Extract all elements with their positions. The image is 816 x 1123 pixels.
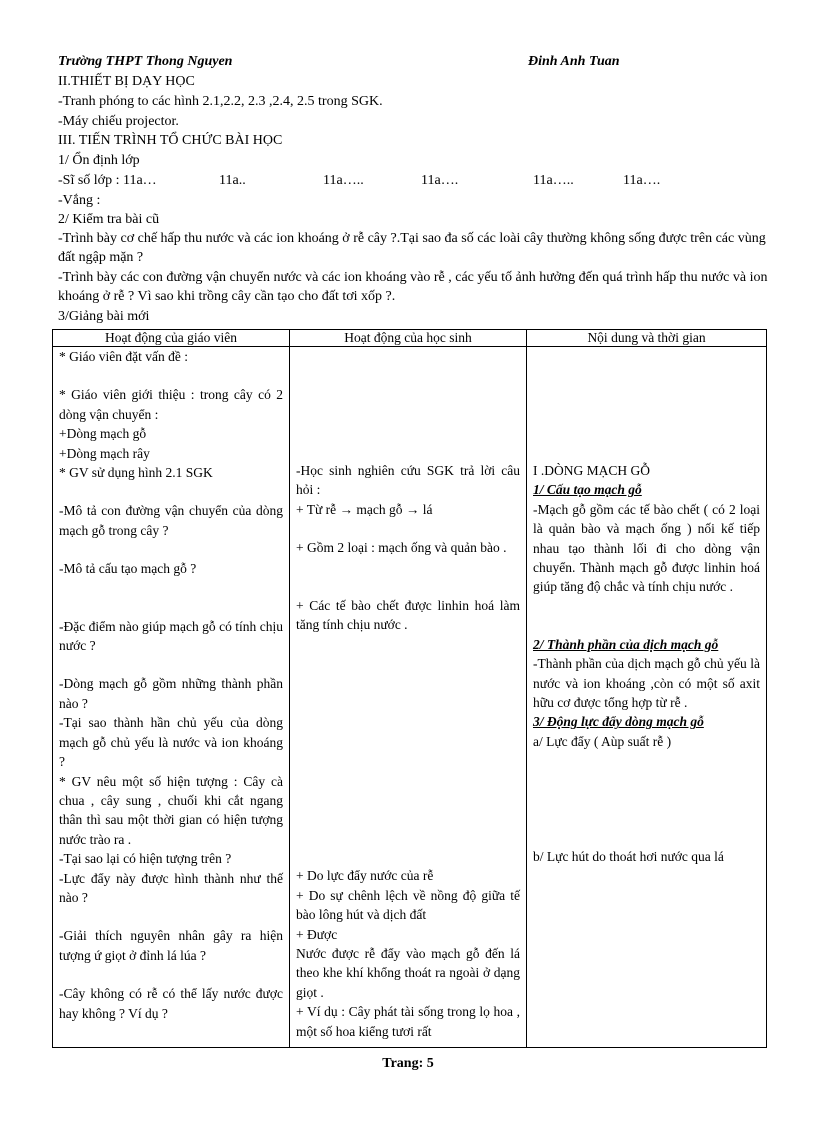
teacher-line: -Cây không có rễ có thể lấy nước được hay không ? Ví dụ ? xyxy=(59,986,283,1021)
teacher-line: -Tại sao lại có hiện tượng trên ? xyxy=(59,851,232,867)
header-teacher: Hoạt động của giáo viên xyxy=(53,330,290,347)
content-section-3a: a/ Lực đẩy ( Aùp suất rễ ) xyxy=(533,733,672,749)
student-line: + Gồm 2 loại : mạch ống và quản bào . xyxy=(296,540,507,556)
teacher-column xyxy=(53,347,290,1048)
header-student: Hoạt động của học sinh xyxy=(290,330,527,347)
review-question-2 xyxy=(58,268,770,306)
student-line: + Ví dụ : Cây phát tài sống trong lọ hoa , một số hoa kiểng tươi rất xyxy=(296,1004,520,1039)
teacher-line: * Giáo viên giới thiệu : trong cây có 2 dòng vận chuyển : xyxy=(59,387,283,422)
content-section-3b: b/ Lực hút do thoát hơi nước qua lá xyxy=(533,849,724,865)
review-question-1-text: -Trình bày cơ chế hấp thu nước và các ion khoáng ở rễ cây ?.Tại sao đa số các loài cây thường không sống được trên các vùng đất ngập mặn ? xyxy=(58,231,766,265)
student-column xyxy=(290,347,527,1048)
student-line: + Do sự chênh lệch về nồng độ giữa tế bào lông hút và dịch đất xyxy=(296,887,520,923)
review-question-2-text: -Trình bày các con đường vận chuyển nước và các ion khoáng vào rễ , các yếu tố ảnh hưởng đến quá trình hấp thu nước và ion khoáng ở rễ ? Vì sao khi trồng cây cần tạo cho đất tơi xốp ?. xyxy=(58,270,768,304)
teacher-line: * GV sử dụng hình 2.1 SGK xyxy=(59,465,213,481)
equipment-item-2: -Máy chiếu projector. xyxy=(58,114,179,129)
teacher-line: +Dòng mạch gỗ xyxy=(59,426,147,442)
page-header xyxy=(58,54,758,72)
teacher-line: -Đặc điểm nào giúp mạch gỗ có tính chịu nước ? xyxy=(59,618,283,654)
table-row xyxy=(53,347,767,1048)
page-number: Trang: 5 xyxy=(382,1056,434,1071)
student-line: + Các tế bào chết được linhin hoá làm tăng tính chịu nước . xyxy=(296,597,520,633)
equipment-item-1: -Tranh phóng to các hình 2.1,2.2, 2.3 ,2.4, 2.5 trong SGK. xyxy=(58,94,383,109)
step-3-title: 3/Giảng bài mới xyxy=(58,309,150,324)
student-line: -Học sinh nghiên cứu SGK trả lời câu hỏi : xyxy=(296,463,520,498)
content-section-1-title: 1/ Cấu tạo mạch gỗ xyxy=(533,482,642,498)
attendance-class-3: 11a….. xyxy=(323,173,364,188)
step-2-title: 2/ Kiểm tra bài cũ xyxy=(58,212,160,227)
step-1-title: 1/ Ổn định lớp xyxy=(58,153,140,168)
teacher-line: -Mô tả con đường vận chuyển của dòng mạch gỗ trong cây ? xyxy=(59,503,283,538)
absent-line: -Vắng : xyxy=(58,193,101,208)
content-section-3-title: 3/ Động lực đẩy dòng mạch gỗ xyxy=(533,714,704,730)
attendance-class-5: 11a….. xyxy=(533,173,574,188)
section-2-title: II.THIẾT BỊ DẠY HỌC xyxy=(58,74,195,89)
attendance-class-4: 11a…. xyxy=(421,173,459,188)
attendance-label: -Sĩ số lớp : 11a… xyxy=(58,173,157,188)
attendance-class-2: 11a.. xyxy=(219,173,246,188)
lesson-table xyxy=(52,329,767,1048)
school-name: Trường THPT Thong Nguyen xyxy=(58,54,233,69)
table-header-row xyxy=(53,330,767,347)
teacher-line: -Dòng mạch gỗ gồm những thành phần nào ? xyxy=(59,676,283,711)
teacher-line: +Dòng mạch rây xyxy=(59,445,150,461)
author-name: Đinh Anh Tuan xyxy=(528,54,620,69)
attendance-row xyxy=(58,171,778,190)
student-line: + Được xyxy=(296,926,338,942)
teacher-line: -Mô tả cấu tạo mạch gỗ ? xyxy=(59,561,197,577)
content-section-1-text: -Mạch gỗ gồm các tế bào chết ( có 2 loại là quản bào và mạch ống ) nối kế tiếp nhau tạo thành lối đi cho dòng vận chuyển. Thành mạch gỗ được linhin hoá giúp tăng độ chắc và tính chịu nước . xyxy=(533,501,760,595)
content-column xyxy=(527,347,767,1048)
teacher-line: * GV nêu một số hiện tượng : Cây cà chua , cây sung , chuối khi cắt ngang thân thì sau một thời gian có hiện tượng nước trào ra . xyxy=(59,773,283,847)
student-line: Nước được rễ đẩy vào mạch gỗ đến lá theo khe khí khổng thoát ra ngoài ở dạng giọt . xyxy=(296,946,520,1000)
student-line: + Do lực đẩy nước của rễ xyxy=(296,868,434,884)
teacher-line: -Giải thích nguyên nhân gây ra hiện tượng ứ giọt ở đỉnh lá lúa ? xyxy=(59,928,283,963)
teacher-line: * Giáo viên đặt vấn đề : xyxy=(59,349,188,364)
content-section-2-title: 2/ Thành phần của dịch mạch gỗ xyxy=(533,636,719,652)
teacher-line: -Lực đẩy này được hình thành như thế nào ? xyxy=(59,870,283,905)
review-question-1 xyxy=(58,229,770,267)
header-content: Nội dung và thời gian xyxy=(527,330,767,347)
section-3-title: III. TIẾN TRÌNH TỔ CHỨC BÀI HỌC xyxy=(58,133,283,148)
teacher-line: -Tại sao thành hần chủ yếu của dòng mạch gỗ chủ yếu là nước và ion khoáng ? xyxy=(59,715,283,770)
student-line: + Từ rễ → mạch gỗ → lá xyxy=(296,501,433,517)
content-section-2-text: -Thành phần của dịch mạch gỗ chủ yếu là nước và ion khoáng ,còn có một số axit hữu cơ được tổng hợp từ rễ . xyxy=(533,656,760,711)
attendance-class-6: 11a…. xyxy=(623,173,661,188)
content-main-title: I .DÒNG MẠCH GỖ xyxy=(533,463,650,478)
